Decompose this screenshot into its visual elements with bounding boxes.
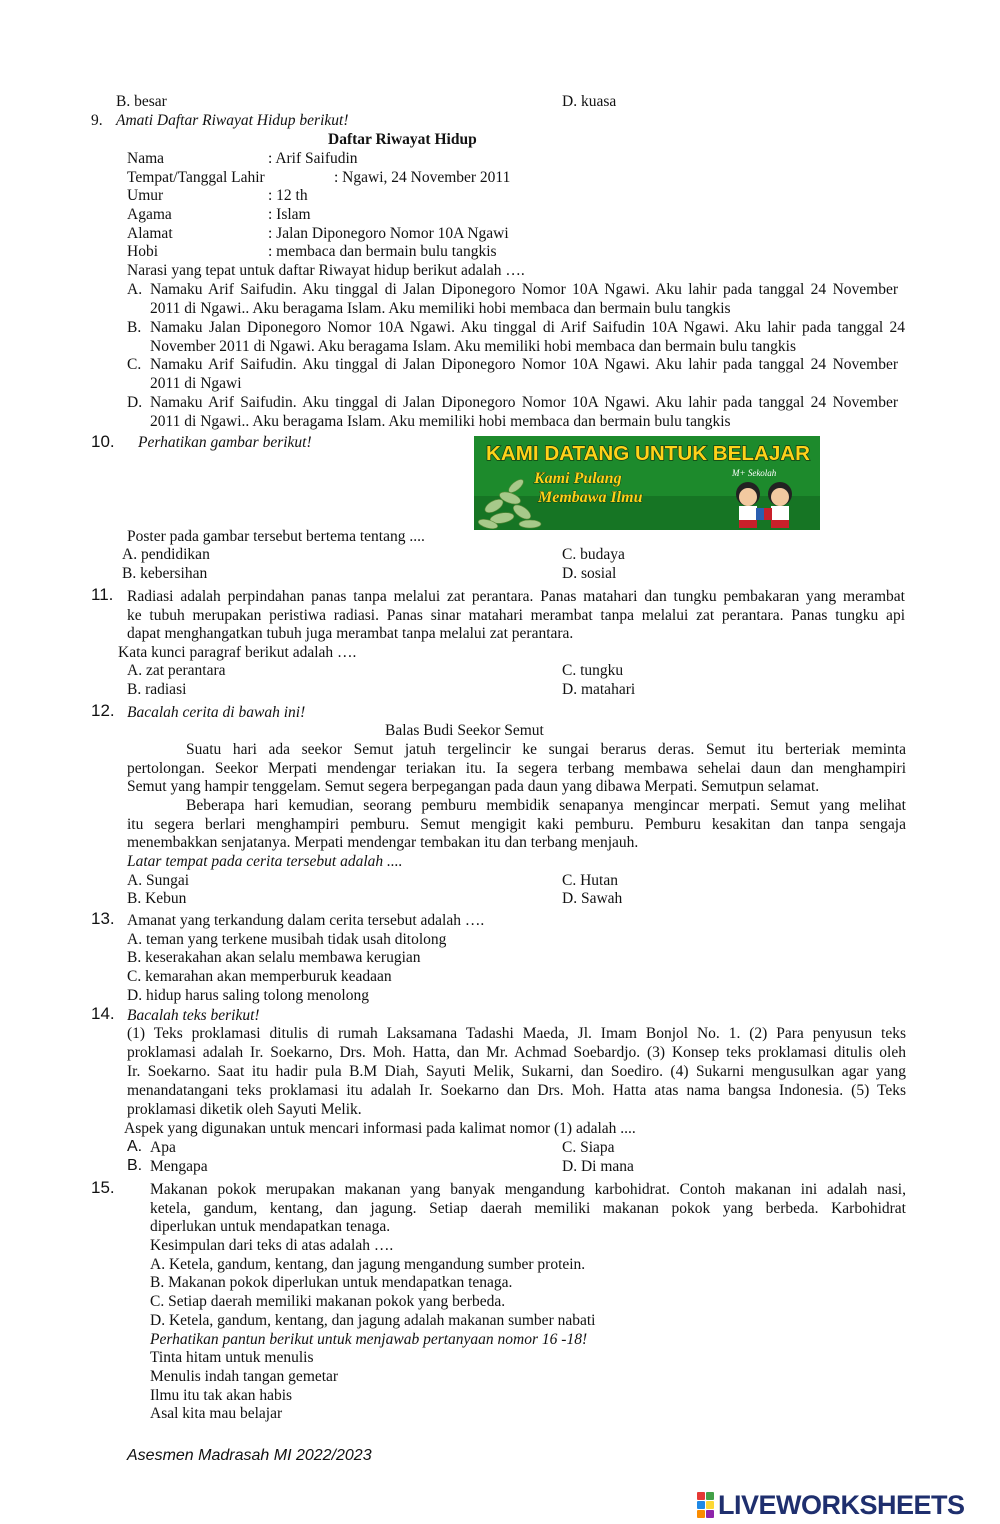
field-value-umur: : 12 th <box>268 187 308 204</box>
field-label-umur: Umur <box>127 187 164 204</box>
story-p2-line2: itu segera berlari menghampiri pemburu. Semut mengigit kaki pemburu. Pemburu kesakitan dan tanpa sengaja <box>127 816 906 833</box>
q13-option-c: C. kemarahan akan memperburuk keadaan <box>127 968 392 985</box>
field-label-nama: Nama <box>127 150 165 167</box>
brand-name: LIVEWORKSHEETS <box>718 1490 965 1520</box>
q13-number: 13. <box>91 909 115 928</box>
q14-question: Aspek yang digunakan untuk mencari informasi pada kalimat nomor (1) adalah .... <box>124 1120 636 1137</box>
q10-option-a: A. pendidikan <box>122 546 210 563</box>
q12-option-d: D. Sawah <box>562 890 623 907</box>
q9-option-a-letter: A. <box>127 281 143 298</box>
field-value-alamat: : Jalan Diponegoro Nomor 10A Ngawi <box>268 225 509 242</box>
q10-option-d: D. sosial <box>562 565 617 582</box>
q15-para-line2: ketela, gandum, kentang, dan jagung. Setiap daerah memiliki makanan pokok yang berbeda. Karbohidrat <box>150 1200 906 1217</box>
pantun-prompt: Perhatikan pantun berikut untuk menjawab pertanyaan nomor 16 -18! <box>150 1331 588 1348</box>
q15-option-c: C. Setiap daerah memiliki makanan pokok yang berbeda. <box>150 1293 506 1310</box>
q13-option-a: A. teman yang terkene musibah tidak usah ditolong <box>127 931 447 948</box>
field-label-alamat: Alamat <box>127 225 173 242</box>
field-value-hobi: : membaca dan bermain bulu tangkis <box>268 243 497 260</box>
story-title: Balas Budi Seekor Semut <box>385 722 544 739</box>
pantun-line-3: Ilmu itu tak akan habis <box>150 1387 293 1404</box>
q12-option-a: A. Sungai <box>127 872 189 889</box>
q14-para-line5: proklamasi diketik oleh Sayuti Melik. <box>127 1101 362 1118</box>
q13-option-b: B. keserakahan akan selalu membawa kerugian <box>127 949 421 966</box>
q10-number: 10. <box>91 432 115 451</box>
q15-para-line1: Makanan pokok merupakan makanan yang banyak mengandung karbohidrat. Contoh makanan ini adalah nasi, <box>150 1181 906 1198</box>
q12-prompt: Bacalah cerita di bawah ini! <box>127 704 306 721</box>
poster-corner-text: M+ Sekolah <box>732 468 777 478</box>
q10-prompt: Perhatikan gambar berikut! <box>138 434 312 451</box>
q14-option-d: D. Di mana <box>562 1158 634 1175</box>
pantun-line-2: Menulis indah tangan gemetar <box>150 1368 339 1385</box>
field-value-nama: : Arif Saifudin <box>268 150 358 167</box>
q10-option-b: B. kebersihan <box>122 565 208 582</box>
q9-option-c-letter: C. <box>127 356 142 373</box>
q10-question: Poster pada gambar tersebut bertema tentang .... <box>127 528 425 545</box>
q11-option-d: D. matahari <box>562 681 636 698</box>
q15-para-line3: diperlukan untuk mendapatkan tenaga. <box>150 1218 391 1235</box>
q15-option-d: D. Ketela, gandum, kentang, dan jagung adalah makanan sumber nabati <box>150 1312 596 1329</box>
q12-question: Latar tempat pada cerita tersebut adalah .... <box>127 853 403 870</box>
poster-graphic <box>474 436 820 530</box>
q14-para-line1: (1) Teks proklamasi ditulis di rumah Laksamana Tadashi Maeda, Jl. Imam Bonjol No. 1. (2) Para penyusun teks <box>127 1025 906 1042</box>
q9-option-c-line1: Namaku Arif Saifudin. Aku tinggal di Jalan Diponegoro Nomor 10A Ngawi. Aku lahir pada tanggal 24 November <box>150 356 898 373</box>
q9-number: 9. <box>91 112 103 129</box>
q10-option-c: C. budaya <box>562 546 625 563</box>
q14-para-line2: proklamasi adalah Ir. Soekarno, Drs. Moh. Hatta, dan Mr. Achmad Soebardjo. (3) Konsep teks proklamasi ditulis oleh <box>127 1044 906 1061</box>
q15-number: 15. <box>91 1178 115 1197</box>
field-label-agama: Agama <box>127 206 172 223</box>
q11-question: Kata kunci paragraf berikut adalah …. <box>118 644 357 661</box>
q14-option-c: C. Siapa <box>562 1139 615 1156</box>
liveworksheets-logo <box>697 1490 965 1520</box>
q14-option-b-text: Mengapa <box>150 1158 208 1175</box>
q15-option-b: B. Makanan pokok diperlukan untuk mendapatkan tenaga. <box>150 1274 513 1291</box>
q11-option-b: B. radiasi <box>127 681 187 698</box>
q14-option-a-text: Apa <box>150 1139 176 1156</box>
q15-question: Kesimpulan dari teks di atas adalah …. <box>150 1237 394 1254</box>
q8-option-b: B. besar <box>116 93 167 110</box>
q12-option-c: C. Hutan <box>562 872 618 889</box>
q9-option-b-letter: B. <box>127 319 142 336</box>
q11-number: 11. <box>91 585 114 604</box>
q14-prompt: Bacalah teks berikut! <box>127 1007 260 1024</box>
q9-option-c-line2: 2011 di Ngawi <box>150 375 242 392</box>
field-value-agama: : Islam <box>268 206 311 223</box>
brand-squares-icon <box>697 1492 714 1518</box>
q11-para-line1: Radiasi adalah perpindahan panas tanpa melalui zat perantara. Panas matahari dan tungku pembakaran yang merambat <box>127 588 905 605</box>
story-p2-line1: Beberapa hari kemudian, seorang pemburu membidik senapanya mengincar merpati. Semut yang melihat <box>186 797 906 814</box>
q9-option-d-line1: Namaku Arif Saifudin. Aku tinggal di Jalan Diponegoro Nomor 10A Ngawi. Aku lahir pada tanggal 24 November <box>150 394 898 411</box>
q14-para-line3: Ir. Soekarno. Saat itu hadir pula B.M Diah, Sayuti Melik, Sukarni, dan Soediro. (4) Sukarni mengusulkan agar yang <box>127 1063 906 1080</box>
pantun-line-4: Asal kita mau belajar <box>150 1405 283 1422</box>
field-label-ttl: Tempat/Tanggal Lahir <box>127 169 265 186</box>
story-p2-line3: menembakkan senjatanya. Merpati mendengar tembakan itu dan terbang menjauh. <box>127 834 639 851</box>
q13-question: Amanat yang terkandung dalam cerita tersebut adalah …. <box>127 912 485 929</box>
poster-headline: KAMI DATANG UNTUK BELAJAR <box>486 443 811 465</box>
poster-image <box>474 436 820 530</box>
q9-option-a-line1: Namaku Arif Saifudin. Aku tinggal di Jalan Diponegoro Nomor 10A Ngawi. Aku lahir pada tanggal 24 November <box>150 281 898 298</box>
q9-title: Daftar Riwayat Hidup <box>328 131 477 148</box>
story-p1-line1: Suatu hari ada seekor Semut jatuh tergelincir ke sungai berarus deras. Semut itu berteriak meminta <box>186 741 906 758</box>
q14-number: 14. <box>91 1004 115 1023</box>
q14-option-a-letter: A. <box>127 1138 143 1155</box>
pantun-line-1: Tinta hitam untuk menulis <box>150 1349 314 1366</box>
q11-para-line2: ke tubuh merupakan peristiwa radiasi. Panas sinar matahari merambat tanpa melalui zat perantara. Panas tungku api <box>127 607 905 624</box>
q14-para-line4: menandatangani teks proklamasi itu adalah Ir. Soekarno dan Drs. Moh. Hatta atas nama bangsa Indonesia. (5) Teks <box>127 1082 906 1099</box>
q9-option-b-line2: November 2011 di Ngawi. Aku beragama Islam. Aku memiliki hobi membaca dan bermain bulu tangkis <box>150 338 796 355</box>
q13-option-d: D. hidup harus saling tolong menolong <box>127 987 369 1004</box>
q9-option-a-line2: 2011 di Ngawi.. Aku beragama Islam. Aku memiliki hobi membaca dan bermain bulu tangkis <box>150 300 731 317</box>
story-p1-line3: Semut yang hampir tenggelam. Semut segera berpegangan pada daun yang dibawa Merpati. Semutpun selamat. <box>127 778 820 795</box>
poster-line2: Membawa Ilmu <box>538 489 643 506</box>
q11-para-line3: dapat menghangatkan tubuh juga merambat tanpa melalui zat perantara. <box>127 625 574 642</box>
q12-number: 12. <box>91 701 115 720</box>
field-label-hobi: Hobi <box>127 243 158 260</box>
q11-option-a: A. zat perantara <box>127 662 226 679</box>
q9-question: Narasi yang tepat untuk daftar Riwayat hidup berikut adalah …. <box>127 262 525 279</box>
field-value-ttl: : Ngawi, 24 November 2011 <box>334 169 511 186</box>
q9-option-b-line1: Namaku Jalan Diponegoro Nomor 10A Ngawi. Aku tinggal di Arif Saifudin 10A Ngawi. Aku lahir pada tanggal 24 <box>150 319 905 336</box>
q9-prompt: Amati Daftar Riwayat Hidup berikut! <box>116 112 349 129</box>
q8-option-d: D. kuasa <box>562 93 617 110</box>
q9-option-d-letter: D. <box>127 394 143 411</box>
poster-line1: Kami Pulang <box>534 470 622 487</box>
q9-option-d-line2: 2011 di Ngawi.. Aku beragama Islam. Aku memiliki hobi membaca dan bermain bulu tangkis <box>150 413 731 430</box>
page-footer: Asesmen Madrasah MI 2022/2023 <box>127 1447 372 1464</box>
q14-option-b-letter: B. <box>127 1157 143 1174</box>
q12-option-b: B. Kebun <box>127 890 187 907</box>
q11-option-c: C. tungku <box>562 662 624 679</box>
story-p1-line2: pertolongan. Seekor Merpati mendengar teriakan itu. Ia segera terbang membawa sehelai daun dan menghampiri <box>127 760 906 777</box>
q15-option-a: A. Ketela, gandum, kentang, dan jagung mengandung sumber protein. <box>150 1256 586 1273</box>
